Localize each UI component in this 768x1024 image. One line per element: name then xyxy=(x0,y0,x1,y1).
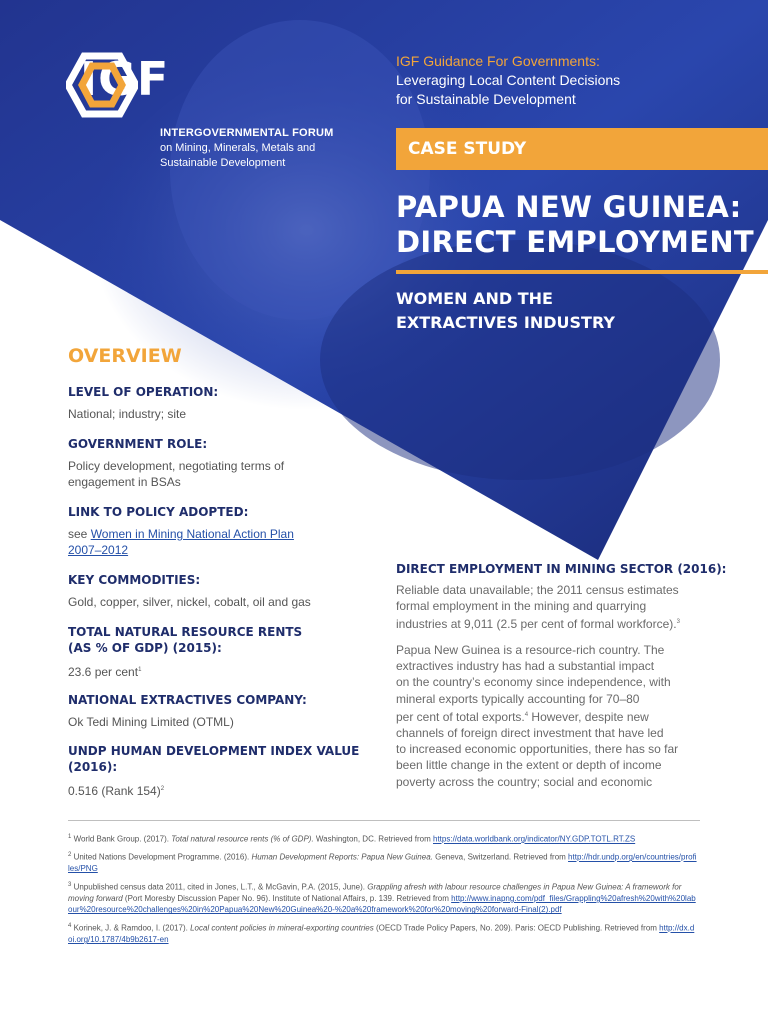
footnote-text: Korinek, J. & Ramdoo, I. (2017). xyxy=(71,923,191,933)
field-label: UNDP HUMAN DEVELOPMENT INDEX VALUE (2016): xyxy=(68,744,360,774)
case-study-label: CASE STUDY xyxy=(408,139,527,159)
natural-resource-rents xyxy=(68,624,368,680)
field-label: GOVERNMENT ROLE: xyxy=(68,437,208,451)
paragraph-line: Papua New Guinea is a resource-rich country. The xyxy=(396,643,665,657)
org-name-line: INTERGOVERNMENTAL FORUM xyxy=(160,127,334,139)
logo-text: IGF xyxy=(80,52,170,106)
page-subtitle-line: WOMEN AND THE xyxy=(396,289,553,308)
link-to-policy xyxy=(68,504,368,558)
footnote-text: (OECD Trade Policy Papers, No. 209). Paris: OECD Publishing. Retrieved from xyxy=(373,923,660,933)
footnote-link[interactable]: http://www.inapng.com/pdf_files/Grappling%20afresh%20with%20labour%20resource%20challenges%20in%20Papua%20New%20Guinea%20-%20a%20framework%20for%20moving%20forward-Final(2).pdf xyxy=(68,893,696,915)
field-value xyxy=(68,662,368,680)
paragraph-line: been little change in the extent or depth of income xyxy=(396,758,662,773)
paragraph-text: industries at 9,011 (2.5 per cent of formal workforce). xyxy=(396,617,677,632)
footnote-link[interactable]: https://data.worldbank.org/indicator/NY.GDP.TOTL.RT.ZS xyxy=(433,834,636,844)
footnote-title: Human Development Reports: Papua New Guinea. xyxy=(251,852,433,862)
series-title-line: IGF Guidance For Governments: xyxy=(396,53,600,69)
field-label: LINK TO POLICY ADOPTED: xyxy=(68,505,249,519)
employment-paragraph-1 xyxy=(396,582,696,633)
footnote-number: 2 xyxy=(68,852,72,859)
paragraph-line xyxy=(396,614,696,632)
page-title-line: PAPUA NEW GUINEA: xyxy=(396,190,742,224)
footnote-divider xyxy=(68,820,700,821)
series-title xyxy=(396,52,620,109)
page-title-line: DIRECT EMPLOYMENT xyxy=(396,225,754,259)
field-value: National; industry; site xyxy=(68,407,187,421)
footnote-ref: 4 xyxy=(524,711,529,718)
title-divider xyxy=(396,270,768,274)
paragraph-line: formal employment in the mining and quarrying xyxy=(396,599,647,614)
level-of-operation xyxy=(68,384,368,422)
footnote-title: Local content policies in mineral-exporting countries xyxy=(190,923,374,933)
footnote-text: Geneva, Switzerland. Retrieved from xyxy=(432,852,569,862)
field-label: KEY COMMODITIES: xyxy=(68,573,201,587)
footnote-text: Unpublished census data 2011, cited in Jones, L.T., & McGavin, P.A. (2015, June). xyxy=(71,882,368,892)
field-label: TOTAL NATURAL RESOURCE RENTS xyxy=(68,625,303,639)
key-commodities xyxy=(68,572,368,610)
paragraph-line: channels of foreign direct investment that have led xyxy=(396,726,664,741)
policy-link[interactable]: 2007–2012 xyxy=(68,543,129,557)
hdi-value xyxy=(68,743,368,799)
hdi-text: 0.516 (Rank 154) xyxy=(68,784,161,798)
employment-paragraph-2 xyxy=(396,642,696,790)
national-extractives-company xyxy=(68,692,368,730)
igf-logo xyxy=(66,52,169,106)
footnote-ref: 1 xyxy=(138,667,142,673)
footnote-text: United Nations Development Programme. (2016). xyxy=(71,852,252,862)
field-value xyxy=(68,781,368,799)
field-label: NATIONAL EXTRACTIVES COMPANY: xyxy=(68,693,307,707)
footnote-number: 4 xyxy=(68,922,72,929)
paragraph-line: to increased economic opportunities, there has so far xyxy=(396,742,679,757)
paragraph-line: mineral exports typically accounting for 70–80 xyxy=(396,691,640,706)
footnote-text: World Bank Group. (2017). xyxy=(71,834,172,844)
paragraph-line: extractives industry has had a substantial impact xyxy=(396,659,655,674)
field-value: Ok Tedi Mining Limited (OTML) xyxy=(68,715,234,729)
page-title xyxy=(396,190,754,260)
org-name xyxy=(160,126,333,171)
case-study-banner xyxy=(396,128,768,170)
rents-value: 23.6 per cent xyxy=(68,665,139,679)
footnote-title: Grappling afresh with labour resource challenges in Papua New Guinea: A framework for moving forward xyxy=(68,882,682,903)
field-label: (AS % OF GDP) (2015): xyxy=(68,641,222,655)
policy-prefix: see xyxy=(68,527,91,541)
footnote-title: Total natural resource rents (% of GDP). xyxy=(171,834,314,844)
government-role xyxy=(68,436,368,490)
paragraph-line: Reliable data unavailable; the 2011 census estimates xyxy=(396,583,679,597)
footnote-ref: 2 xyxy=(160,786,165,792)
field-label: LEVEL OF OPERATION: xyxy=(68,385,219,399)
footnote-number: 3 xyxy=(68,881,72,888)
series-title-line: Leveraging Local Content Decisions xyxy=(396,72,621,88)
footnote-text: (Port Moresby Discussion Paper No. 96). Institute of National Affairs, p. 139. Retrieved from xyxy=(122,893,452,903)
overview-heading: OVERVIEW xyxy=(68,345,182,367)
footnote-link[interactable]: http://hdr.undp.org/en/countries/profiles/PNG xyxy=(68,852,697,874)
footnote xyxy=(68,832,698,845)
paragraph-line: on the country’s economy since independence, with xyxy=(396,675,671,690)
footnote-ref: 3 xyxy=(676,619,680,626)
paragraph-line: poverty across the country; social and economic xyxy=(396,774,653,789)
field-value: Policy development, negotiating terms of engagement in BSAs xyxy=(68,459,285,489)
org-name-line: on Mining, Minerals, Metals and xyxy=(160,142,316,154)
page-subtitle-line: EXTRACTIVES INDUSTRY xyxy=(396,313,615,332)
footnote-text: Washington, DC. Retrieved from xyxy=(313,834,433,844)
paragraph-text: However, despite new xyxy=(528,709,649,724)
series-title-line: for Sustainable Development xyxy=(396,91,576,107)
paragraph-text: per cent of total exports. xyxy=(396,709,525,724)
footnotes xyxy=(68,832,698,951)
footnote-link[interactable]: http://dx.doi.org/10.1787/4b9b2617-en xyxy=(68,923,695,945)
policy-link[interactable]: Women in Mining National Action Plan xyxy=(90,527,294,541)
field-value xyxy=(68,526,368,558)
employment-heading: DIRECT EMPLOYMENT IN MINING SECTOR (2016): xyxy=(396,562,727,576)
footnote xyxy=(68,850,698,875)
paragraph-line xyxy=(396,707,696,725)
footnote xyxy=(68,880,698,916)
org-name-line: Sustainable Development xyxy=(160,157,286,169)
footnote xyxy=(68,921,698,946)
page-subtitle xyxy=(396,287,615,335)
igf-hexagon-icon xyxy=(66,52,138,118)
footnote-number: 1 xyxy=(68,834,72,840)
field-value: Gold, copper, silver, nickel, cobalt, oil and gas xyxy=(68,595,311,609)
